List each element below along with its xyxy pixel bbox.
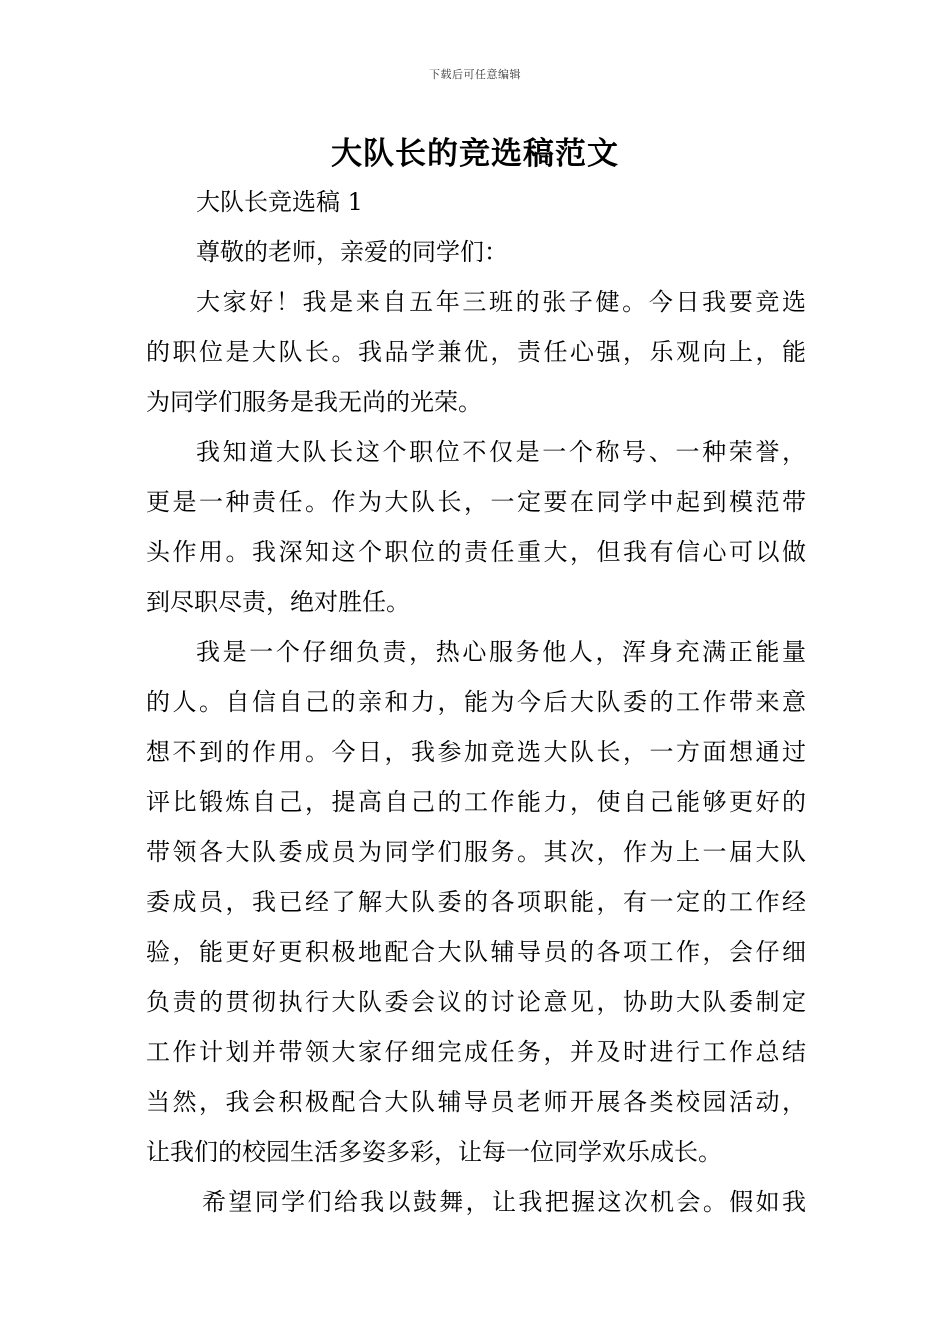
paragraph-1-line-1: 大家好！我是来自五年三班的张子健。今日我要竞选 bbox=[196, 288, 806, 316]
paragraph-3-line-1: 我是一个仔细负责，热心服务他人，浑身充满正能量 bbox=[196, 638, 806, 666]
paragraph-2-line-4: 到尽职尽责，绝对胜任。 bbox=[146, 588, 410, 616]
paragraph-3-line-11: 让我们的校园生活多姿多彩，让每一位同学欢乐成长。 bbox=[146, 1138, 722, 1166]
document-body bbox=[146, 177, 806, 1227]
paragraph-3-line-9: 工作计划并带领大家仔细完成任务，并及时进行工作总结 bbox=[146, 1038, 806, 1066]
page-title: 大队长的竞选稿范文 bbox=[331, 136, 619, 172]
paragraph-1-line-2: 的职位是大队长。我品学兼优，责任心强，乐观向上，能 bbox=[146, 338, 806, 366]
paragraph-3-line-3: 想不到的作用。今日，我参加竞选大队长，一方面想通过 bbox=[146, 738, 806, 766]
greeting: 尊敬的老师，亲爱的同学们： bbox=[196, 238, 508, 266]
paragraph-3-line-6: 委成员，我已经了解大队委的各项职能，有一定的工作经 bbox=[146, 888, 806, 916]
header-note: 下载后可任意编辑 bbox=[429, 68, 521, 81]
paragraph-3-line-10: 当然，我会积极配合大队辅导员老师开展各类校园活动， bbox=[146, 1088, 806, 1116]
paragraph-2-line-3: 头作用。我深知这个职位的责任重大，但我有信心可以做 bbox=[146, 538, 806, 566]
paragraph-1-line-3: 为同学们服务是我无尚的光荣。 bbox=[146, 388, 482, 416]
paragraph-3-line-4: 评比锻炼自己，提高自己的工作能力，使自己能够更好的 bbox=[146, 788, 806, 816]
paragraph-2-line-1: 我知道大队长这个职位不仅是一个称号、一种荣誉， bbox=[196, 438, 806, 466]
paragraph-3-line-7: 验，能更好更积极地配合大队辅导员的各项工作，会仔细 bbox=[146, 938, 806, 966]
paragraph-3-line-8: 负责的贯彻执行大队委会议的讨论意见，协助大队委制定 bbox=[146, 988, 806, 1016]
paragraph-3-line-2: 的人。自信自己的亲和力，能为今后大队委的工作带来意 bbox=[146, 688, 806, 716]
paragraph-4-line-1: 希望同学们给我以鼓舞，让我把握这次机会。假如我 bbox=[202, 1188, 806, 1216]
paragraph-3-line-5: 带领各大队委成员为同学们服务。其次，作为上一届大队 bbox=[146, 838, 806, 866]
section-subheading: 大队长竞选稿 1 bbox=[196, 188, 363, 216]
paragraph-2-line-2: 更是一种责任。作为大队长，一定要在同学中起到模范带 bbox=[146, 488, 806, 516]
